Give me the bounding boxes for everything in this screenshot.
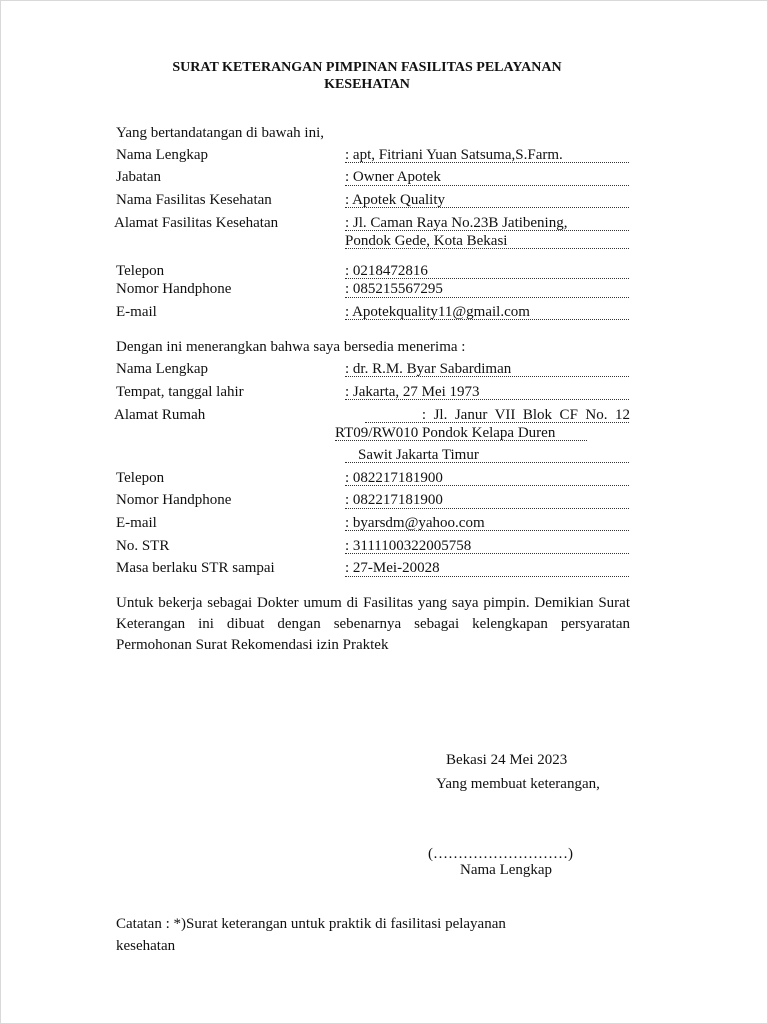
document-title-line1: SURAT KETERANGAN PIMPINAN FASILITAS PELAYANAN	[172, 60, 562, 75]
doctor-birth-label: Tempat, tanggal lahir	[116, 384, 244, 400]
signature-name: Nama Lengkap	[460, 862, 553, 878]
fill-line	[345, 319, 629, 320]
signer-address-value-2: Pondok Gede, Kota Bekasi	[345, 233, 508, 249]
signer-position-value: : Owner Apotek	[345, 169, 441, 185]
closing-paragraph: Untuk bekerja sebagai Dokter umum di Fasilitas yang saya pimpin. Demikian Surat Keterangan ini dibuat dengan sebenarnya sebagai kelengkapan persyaratan Permohonan Surat Rekomendasi izin Praktek	[116, 595, 630, 653]
note-line1: Catatan : *)Surat keterangan untuk praktik di fasilitasi pelayanan	[116, 916, 506, 932]
signer-email-value: : Apotekquality11@gmail.com	[345, 304, 530, 320]
signer-facility-label: Nama Fasilitas Kesehatan	[116, 192, 272, 208]
intro-text: Yang bertandatangan di bawah ini,	[116, 125, 325, 141]
doctor-email-value: : byarsdm@yahoo.com	[345, 515, 485, 531]
signer-position-label: Jabatan	[116, 169, 161, 185]
signer-address-label: Alamat Fasilitas Kesehatan	[114, 215, 279, 231]
fill-line	[345, 376, 629, 377]
signer-phone-label: Telepon	[116, 263, 165, 279]
signer-mobile-value: : 085215567295	[345, 281, 443, 297]
fill-line	[345, 248, 629, 249]
signature-line: (………………………)	[428, 846, 573, 862]
doctor-email-label: E-mail	[116, 515, 157, 531]
document-title-line2: KESEHATAN	[324, 77, 410, 92]
place-date: Bekasi 24 Mei 2023	[446, 752, 568, 768]
signer-facility-value: : Apotek Quality	[345, 192, 445, 208]
doctor-str-valid-label: Masa berlaku STR sampai	[116, 560, 275, 576]
fill-line	[345, 553, 629, 554]
signer-name-label: Nama Lengkap	[116, 147, 209, 163]
fill-line	[345, 278, 629, 279]
signer-phone-value: : 0218472816	[345, 263, 428, 279]
signer-name-value: : apt, Fitriani Yuan Satsuma,S.Farm.	[345, 147, 563, 163]
doctor-address-value-3: Sawit Jakarta Timur	[358, 447, 479, 463]
doctor-birth-value: : Jakarta, 27 Mei 1973	[345, 384, 480, 400]
fill-line	[345, 207, 629, 208]
doctor-name-value: : dr. R.M. Byar Sabardiman	[345, 361, 512, 377]
doctor-mobile-label: Nomor Handphone	[116, 492, 232, 508]
doctor-str-label: No. STR	[116, 538, 170, 554]
fill-line	[345, 399, 629, 400]
doctor-phone-label: Telepon	[116, 470, 165, 486]
signer-mobile-label: Nomor Handphone	[116, 281, 232, 297]
signer-email-label: E-mail	[116, 304, 157, 320]
fill-line	[345, 462, 629, 463]
fill-line	[345, 485, 629, 486]
doctor-str-valid-value: : 27-Mei-20028	[345, 560, 440, 576]
note-line2: kesehatan	[116, 938, 176, 954]
fill-line	[345, 230, 629, 231]
maker-text: Yang membuat keterangan,	[436, 776, 600, 792]
fill-line	[345, 508, 629, 509]
doctor-name-label: Nama Lengkap	[116, 361, 209, 377]
fill-line	[345, 162, 629, 163]
fill-line	[345, 185, 629, 186]
fill-line	[345, 576, 629, 577]
doctor-address-label: Alamat Rumah	[114, 407, 206, 423]
doctor-mobile-value: : 082217181900	[345, 492, 443, 508]
doctor-str-value: : 3111100322005758	[345, 538, 472, 554]
fill-line	[365, 422, 629, 423]
statement-text: Dengan ini menerangkan bahwa saya bersedia menerima :	[116, 339, 466, 355]
fill-line	[335, 440, 587, 441]
doctor-address-value-2: RT09/RW010 Pondok Kelapa Duren	[335, 425, 556, 441]
signer-address-value-1: : Jl. Caman Raya No.23B Jatibening,	[345, 215, 568, 231]
doctor-phone-value: : 082217181900	[345, 470, 443, 486]
fill-line	[345, 530, 629, 531]
fill-line	[345, 297, 629, 298]
doctor-address-value-1: : Jl. Janur VII Blok CF No. 12	[421, 407, 630, 423]
